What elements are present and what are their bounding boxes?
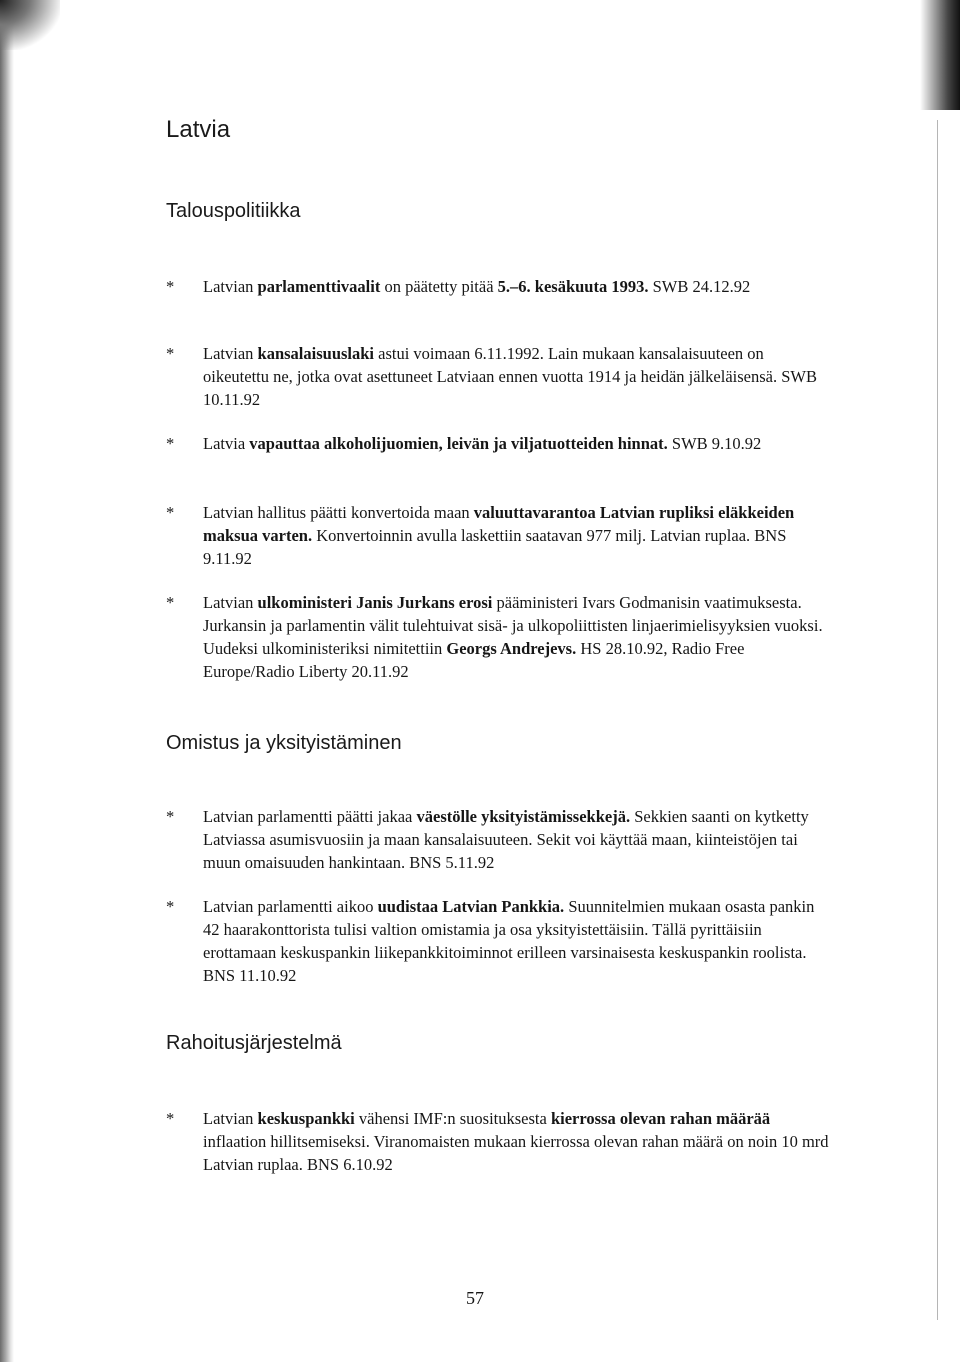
text-run: vähensi IMF:n suosituksesta — [354, 1109, 551, 1128]
bullet-asterisk: * — [166, 503, 175, 522]
text-run: Konvertoinnin avulla laskettiin saatavan 977 milj. Latvian ruplaa. BNS 9.11.92 — [203, 526, 787, 568]
item-text — [203, 805, 830, 874]
bullet-asterisk: * — [166, 1109, 175, 1128]
list-item — [166, 591, 830, 683]
section-heading-rahoitusjarjestelma: Rahoitusjärjestelmä — [166, 1032, 342, 1054]
page-number: 57 — [466, 1288, 484, 1308]
text-run: Sekkien saanti on kytketty Latviassa asumisvuosiin ja maan kansalaisuuteen. Sekit voi käyttää maan, kiinteistöjen tai muun omaisuuden hankintaan. BNS 5.11.92 — [203, 807, 809, 872]
item-text — [203, 895, 830, 987]
text-run: Latvian — [203, 1109, 258, 1128]
item-text — [203, 591, 830, 683]
bullet-asterisk: * — [166, 434, 175, 453]
bold-text: väestölle yksityistämissekkejä. — [416, 807, 631, 826]
text-run: Latvian parlamentti aikoo — [203, 897, 378, 916]
bold-text: parlamenttivaalit — [257, 277, 381, 296]
bold-text: keskuspankki — [257, 1109, 355, 1128]
list-item — [166, 342, 830, 411]
list-item — [166, 895, 830, 987]
text-run: SWB 24.12.92 — [648, 277, 751, 296]
text-run: Latvia — [203, 434, 250, 453]
text-run: Latvian — [203, 593, 258, 612]
bullet-asterisk: * — [166, 344, 175, 363]
list-item — [166, 432, 830, 455]
scan-shadow-left — [0, 0, 14, 1362]
bullet-asterisk: * — [166, 807, 175, 826]
item-text — [203, 275, 830, 298]
text-run: on päätetty pitää — [380, 277, 498, 296]
item-text — [203, 342, 830, 411]
list-item — [166, 805, 830, 874]
section-heading-talouspolitiikka: Talouspolitiikka — [166, 200, 301, 222]
text-run: Latvian — [203, 344, 258, 363]
page-title: Latvia — [166, 116, 231, 143]
bold-text: ulkoministeri Janis Jurkans erosi — [257, 593, 493, 612]
text-run: pääministeri Ivars Godmanisin vaatimuksesta. Jurkansin ja parlamentin välit tulehtuivat sisä- ja ulkopoliittisten linjaerimielisyyksien vuoksi. Uudeksi ulkoministeriksi nimitettiin — [203, 593, 823, 658]
scan-shadow-corner — [0, 0, 60, 50]
text-run: Suunnitelmien mukaan osasta pankin 42 haarakonttorista tulisi valtion omistamia ja osa yksityistettäisiin. Tällä pyrittäisiin erottamaan keskuspankin liikepankkitoiminnot erilleen varsinaisesta keskuspankin roolista. BNS 11.10.92 — [203, 897, 815, 985]
list-item — [166, 275, 830, 298]
bullet-asterisk: * — [166, 593, 175, 612]
text-run: HS 28.10.92, Radio Free Europe/Radio Liberty 20.11.92 — [203, 639, 745, 681]
item-text — [203, 432, 830, 455]
bold-text: valuuttavarantoa Latvian rupliksi eläkkeiden maksua varten. — [203, 503, 795, 545]
scan-edge-line — [937, 120, 938, 1320]
bold-text: kierrossa olevan rahan määrää — [550, 1109, 771, 1128]
text-run: Latvian parlamentti päätti jakaa — [203, 807, 417, 826]
text-run: inflaation hillitsemiseksi. Viranomaisten mukaan kierrossa olevan rahan määrä on noin 10 mrd Latvian ruplaa. BNS 6.10.92 — [203, 1132, 829, 1174]
text-run: SWB 9.10.92 — [667, 434, 762, 453]
item-text — [203, 501, 830, 570]
bold-text: Georgs Andrejevs. — [446, 639, 577, 658]
list-item — [166, 501, 830, 570]
scan-shadow-top-right — [920, 0, 960, 110]
bullet-asterisk: * — [166, 897, 175, 916]
text-run: astui voimaan 6.11.1992. Lain mukaan kansalaisuuteen on oikeutettu ne, jotka ovat asettuneet Latviaan ennen vuotta 1914 ja heidän jälkeläisensä. SWB 10.11.92 — [203, 344, 817, 409]
section-heading-omistus: Omistus ja yksityistäminen — [166, 732, 402, 754]
list-item — [166, 1107, 830, 1176]
bold-text: 5.–6. kesäkuuta 1993. — [497, 277, 649, 296]
bullet-asterisk: * — [166, 277, 175, 296]
bold-text: uudistaa Latvian Pankkia. — [377, 897, 565, 916]
text-run: Latvian hallitus päätti konvertoida maan — [203, 503, 474, 522]
text-run: Latvian — [203, 277, 258, 296]
bold-text: kansalaisuuslaki — [257, 344, 375, 363]
item-text — [203, 1107, 830, 1176]
bold-text: vapauttaa alkoholijuomien, leivän ja viljatuotteiden hinnat. — [249, 434, 668, 453]
